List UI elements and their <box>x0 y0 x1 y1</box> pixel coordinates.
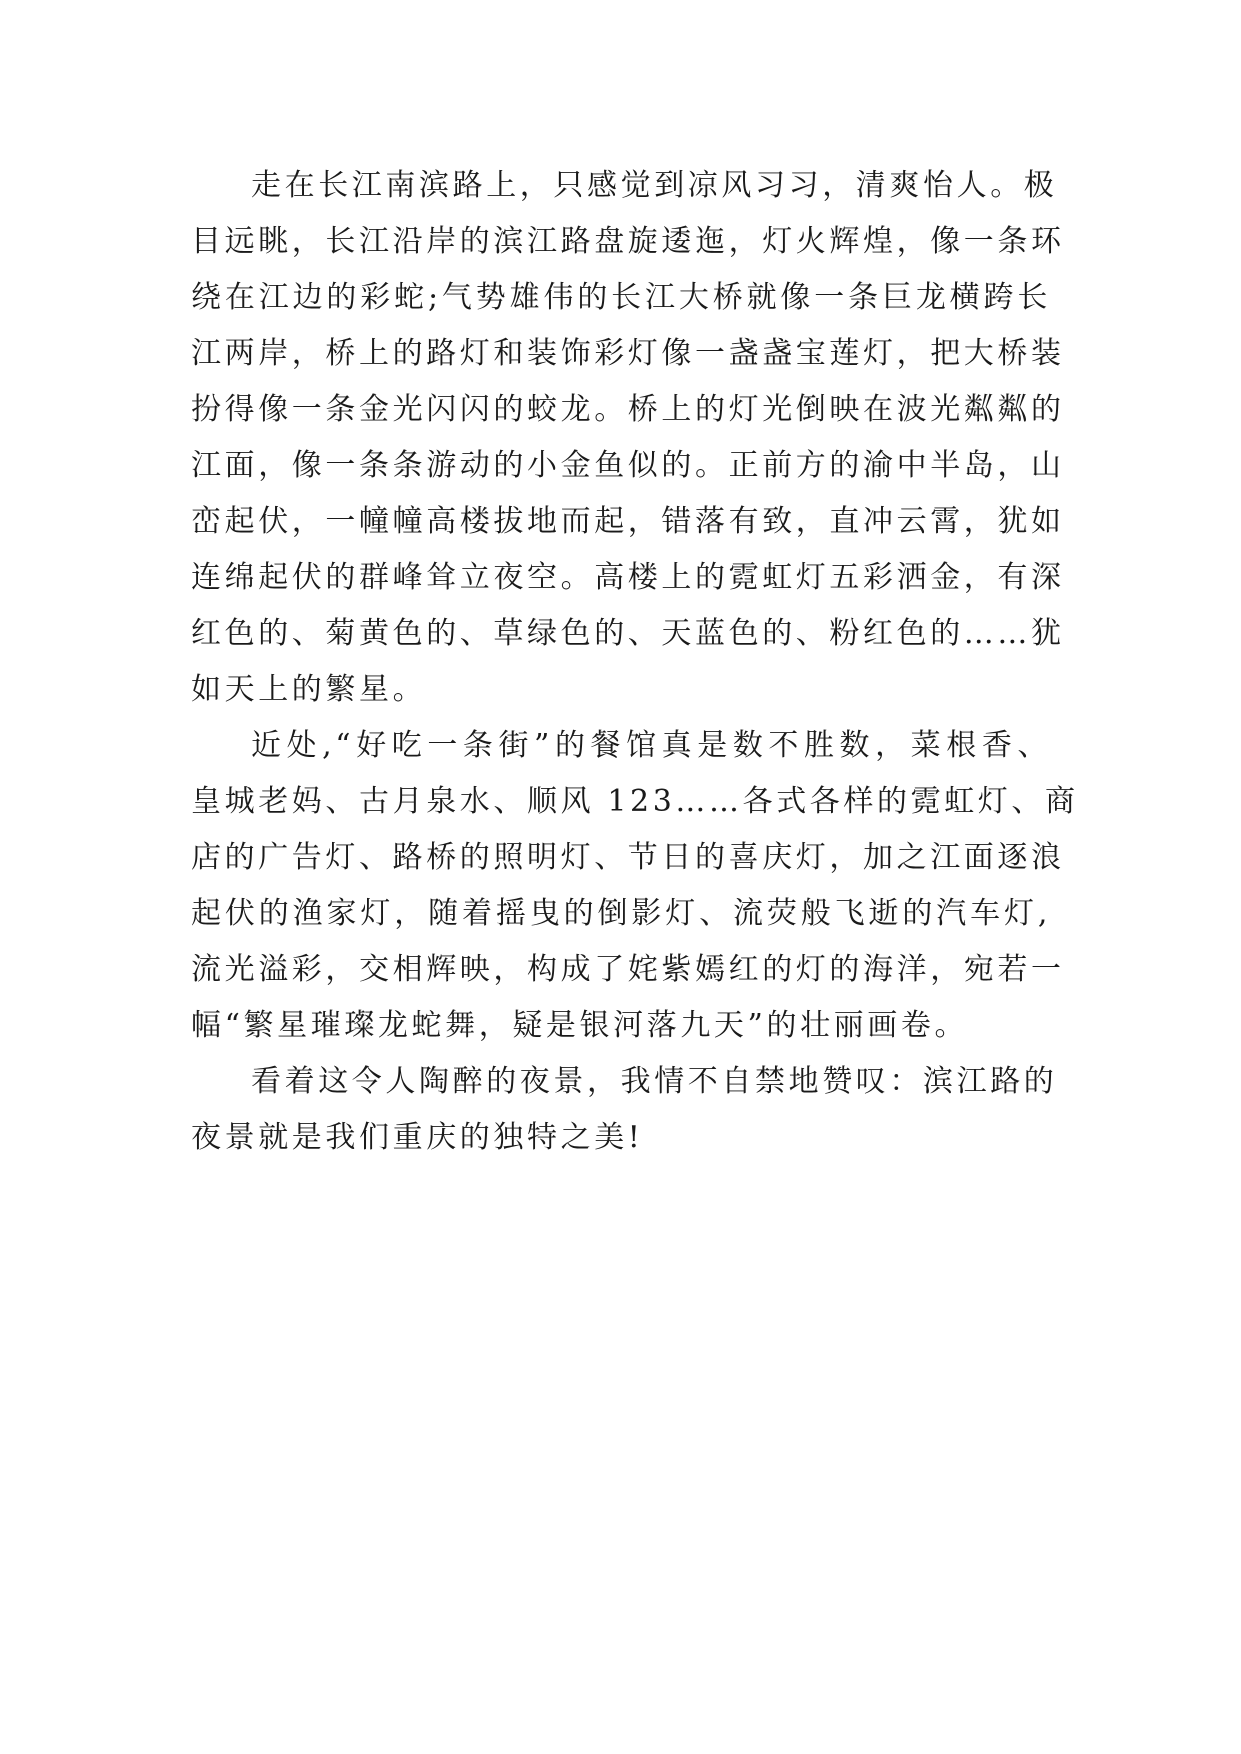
text-line: 如天上的繁星。 <box>191 672 427 707</box>
text-line: 走在长江南滨路上，只感觉到凉风习习，清爽怡人。极 <box>251 168 1058 203</box>
paragraph-1 <box>191 158 1065 718</box>
essay-body <box>191 158 1079 1166</box>
text-line: 幅“繁星璀璨龙蛇舞，疑是银河落九天”的壮丽画卷。 <box>191 1008 969 1043</box>
text-line: 红色的、菊黄色的、草绿色的、天蓝色的、粉红色的……犹 <box>191 616 1065 651</box>
text-line: 扮得像一条金光闪闪的蛟龙。桥上的灯光倒映在波光粼粼的 <box>191 392 1065 427</box>
paragraph-2 <box>191 718 1079 1054</box>
text-line: 江两岸，桥上的路灯和装饰彩灯像一盏盏宝莲灯，把大桥装 <box>191 336 1065 371</box>
text-line: 连绵起伏的群峰耸立夜空。高楼上的霓虹灯五彩洒金，有深 <box>191 560 1065 595</box>
text-line: 皇城老妈、古月泉水、顺风 123……各式各样的霓虹灯、商 <box>191 784 1079 819</box>
text-line: 目远眺，长江沿岸的滨江路盘旋逶迤，灯火辉煌，像一条环 <box>191 224 1065 259</box>
text-line: 近处,“好吃一条街”的餐馆真是数不胜数，菜根香、 <box>251 728 1051 763</box>
text-line: 起伏的渔家灯，随着摇曳的倒影灯、流荧般飞逝的汽车灯, <box>191 896 1051 931</box>
text-line: 流光溢彩，交相辉映，构成了姹紫嫣红的灯的海洋，宛若一 <box>191 952 1065 987</box>
paragraph-3 <box>191 1054 1058 1166</box>
text-line: 江面，像一条条游动的小金鱼似的。正前方的渝中半岛，山 <box>191 448 1065 483</box>
text-line: 夜景就是我们重庆的独特之美! <box>191 1120 644 1155</box>
text-line: 峦起伏，一幢幢高楼拔地而起，错落有致，直冲云霄，犹如 <box>191 504 1065 539</box>
text-line: 看着这令人陶醉的夜景，我情不自禁地赞叹：滨江路的 <box>251 1064 1058 1099</box>
text-line: 店的广告灯、路桥的照明灯、节日的喜庆灯，加之江面逐浪 <box>191 840 1065 875</box>
text-line: 绕在江边的彩蛇;气势雄伟的长江大桥就像一条巨龙横跨长 <box>191 280 1051 315</box>
